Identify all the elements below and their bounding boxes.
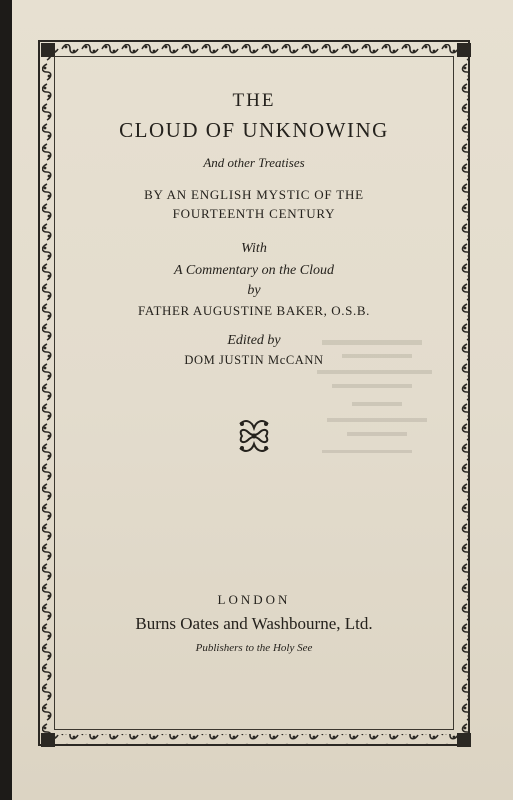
imprint-note: Publishers to the Holy See [195,642,313,654]
commentary-line: A Commentary on the Cloud [174,263,334,278]
editor-name: DOM JUSTIN McCANN [184,353,324,367]
imprint-publisher: Burns Oates and Washbourne, Ltd. [135,614,373,633]
book-title-page [12,0,513,800]
author-description [52,185,456,223]
book-title: CLOUD OF UNKNOWING [119,118,389,142]
edited-by-line: Edited by [227,333,281,348]
commentator-name: FATHER AUGUSTINE BAKER, O.S.B. [138,303,370,318]
title-the: THE [232,90,276,111]
with-line: With [241,241,267,256]
title-page-content [52,54,456,654]
author-line-1: BY AN ENGLISH MYSTIC OF THE [144,187,364,202]
fleuron-ornament-icon [234,416,274,456]
imprint-city: LONDON [217,592,291,607]
by-line: by [247,283,261,298]
author-line-2: FOURTEENTH CENTURY [172,206,336,221]
subtitle: And other Treatises [203,155,305,170]
